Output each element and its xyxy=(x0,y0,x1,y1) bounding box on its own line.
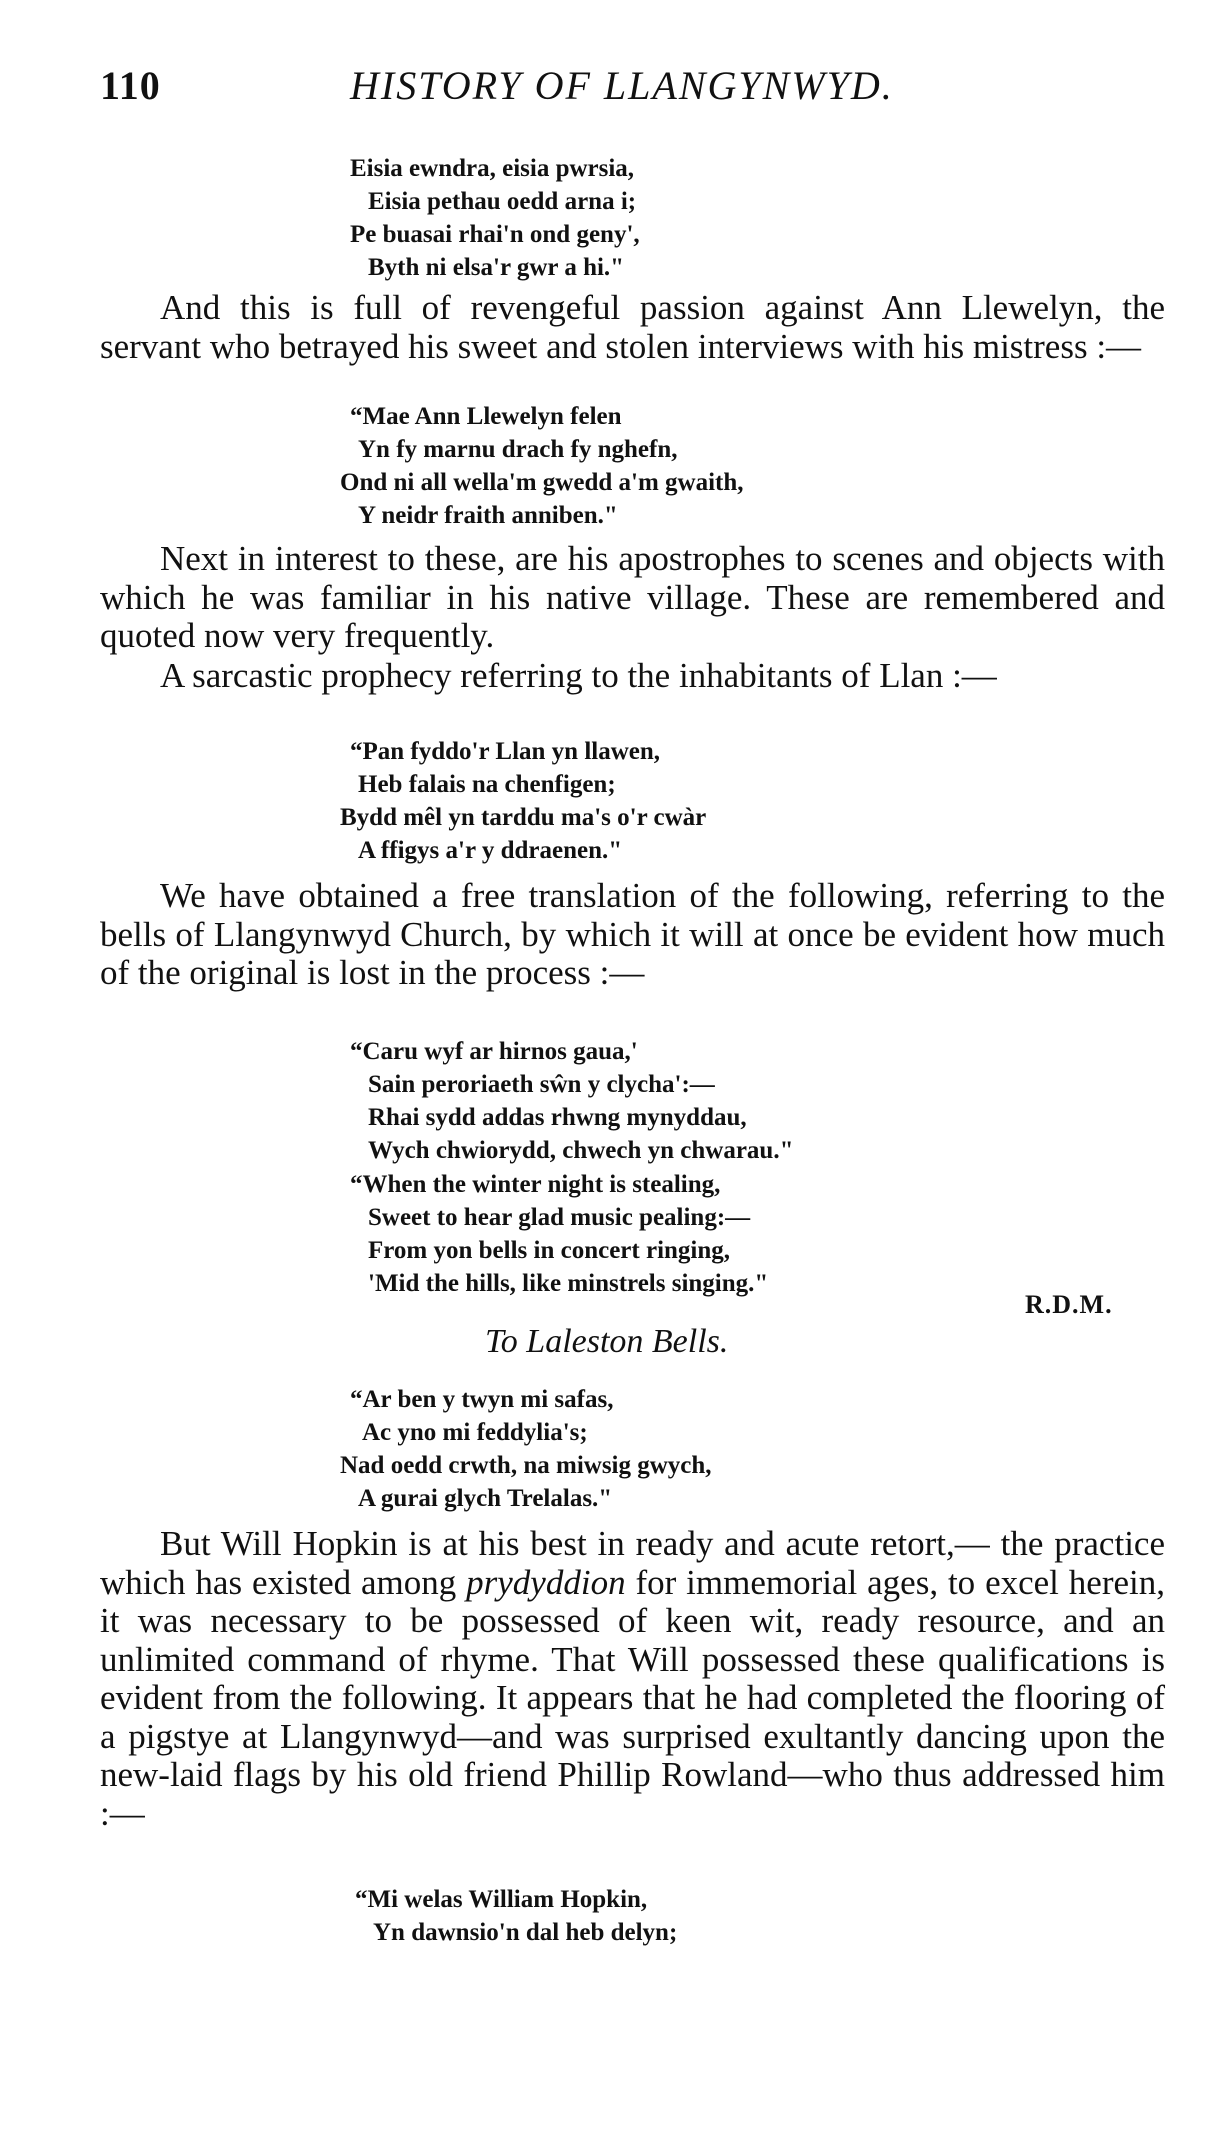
paragraph-text: We have obtained a free translation of the following, referring to the bells of Llangynwyd Church, by which it will at once be evident how much of the original is lost in the process :— xyxy=(100,876,1165,992)
verse-line: From yon bells in concert ringing, xyxy=(368,1237,731,1264)
section-title: To Laleston Bells. xyxy=(485,1323,729,1360)
verse-line: Wych chwiorydd, chwech yn chwarau." xyxy=(368,1137,794,1164)
verse-line: Pe buasai rhai'n ond geny', xyxy=(350,221,640,248)
translator-signature: R.D.M. xyxy=(1025,1290,1113,1319)
verse-line: Sweet to hear glad music pealing:— xyxy=(368,1204,751,1231)
verse-line: Y neidr fraith anniben." xyxy=(358,502,618,529)
verse-line: “When the winter night is stealing, xyxy=(350,1171,721,1198)
verse-line: Heb falais na chenfigen; xyxy=(358,771,616,798)
paragraph-1 xyxy=(100,289,1165,366)
verse-line: 'Mid the hills, like minstrels singing." xyxy=(368,1270,769,1297)
verse-line: Byth ni elsa'r gwr a hi." xyxy=(368,254,625,281)
paragraph-text: Next in interest to these, are his apostrophes to scenes and objects with which he was familiar in his native village. These are remembered and quoted now very frequently. xyxy=(100,539,1165,655)
verse-stanza-7 xyxy=(355,1883,677,1949)
verse-line: Ac yno mi feddylia's; xyxy=(362,1419,588,1446)
verse-line: Yn fy marnu drach fy nghefn, xyxy=(358,436,678,463)
paragraph-text: A sarcastic prophecy referring to the inhabitants of Llan :— xyxy=(160,656,997,695)
verse-line: Eisia pethau oedd arna i; xyxy=(368,188,637,215)
page-header xyxy=(100,62,1100,122)
verse-line: Eisia ewndra, eisia pwrsia, xyxy=(350,155,635,182)
paragraph-text: And this is full of revengeful passion against Ann Llewelyn, the servant who betrayed his sweet and stolen interviews with his mistress :— xyxy=(100,288,1165,366)
running-title: HISTORY OF LLANGYNWYD. xyxy=(350,63,894,108)
verse-line: “Caru wyf ar hirnos gaua,' xyxy=(350,1038,638,1065)
verse-line: Yn dawnsio'n dal heb delyn; xyxy=(373,1919,678,1946)
verse-line: Bydd mêl yn tarddu ma's o'r cwàr xyxy=(340,804,707,831)
verse-line: Sain peroriaeth sŵn y clycha':— xyxy=(368,1071,715,1098)
paragraph-4 xyxy=(100,877,1165,993)
verse-line: A gurai glych Trelalas." xyxy=(358,1485,613,1512)
verse-stanza-3 xyxy=(340,735,706,867)
verse-line: “Ar ben y twyn mi safas, xyxy=(350,1386,614,1413)
verse-stanza-2 xyxy=(340,400,744,532)
verse-line: A ffigys a'r y ddraenen." xyxy=(358,837,623,864)
verse-line: Ond ni all wella'm gwedd a'm gwaith, xyxy=(340,469,744,496)
verse-stanza-1 xyxy=(350,152,640,284)
page-number: 110 xyxy=(100,63,161,108)
verse-stanza-5 xyxy=(350,1168,768,1300)
verse-stanza-4 xyxy=(350,1035,793,1167)
paragraph-text-end: for immemorial ages, to excel herein, it was necessary to be possessed of keen wit, ready resource, and an unlimited command of rhyme. That Will possessed these qualifications is evident from the following. It appears that he had completed the flooring of a pigstye at Llangynwyd—and was surprised exultantly dancing upon the new-laid flags by his old friend Phillip Rowland—who thus addressed him :— xyxy=(100,1562,1165,1833)
verse-line: “Mae Ann Llewelyn felen xyxy=(350,403,622,430)
verse-stanza-6 xyxy=(340,1383,712,1515)
italic-term: prydyddion xyxy=(466,1562,626,1602)
paragraph-2 xyxy=(100,540,1165,656)
paragraph-text-start: But Will Hopkin is at his best in ready and acute retort,— the practice which has existed among xyxy=(100,1524,1165,1602)
paragraph-5 xyxy=(100,1525,1165,1833)
verse-line: “Mi welas William Hopkin, xyxy=(355,1886,648,1913)
paragraph-3 xyxy=(100,657,1165,696)
verse-line: Nad oedd crwth, na miwsig gwych, xyxy=(340,1452,712,1479)
verse-line: Rhai sydd addas rhwng mynyddau, xyxy=(368,1104,747,1131)
verse-line: “Pan fyddo'r Llan yn llawen, xyxy=(350,738,661,765)
